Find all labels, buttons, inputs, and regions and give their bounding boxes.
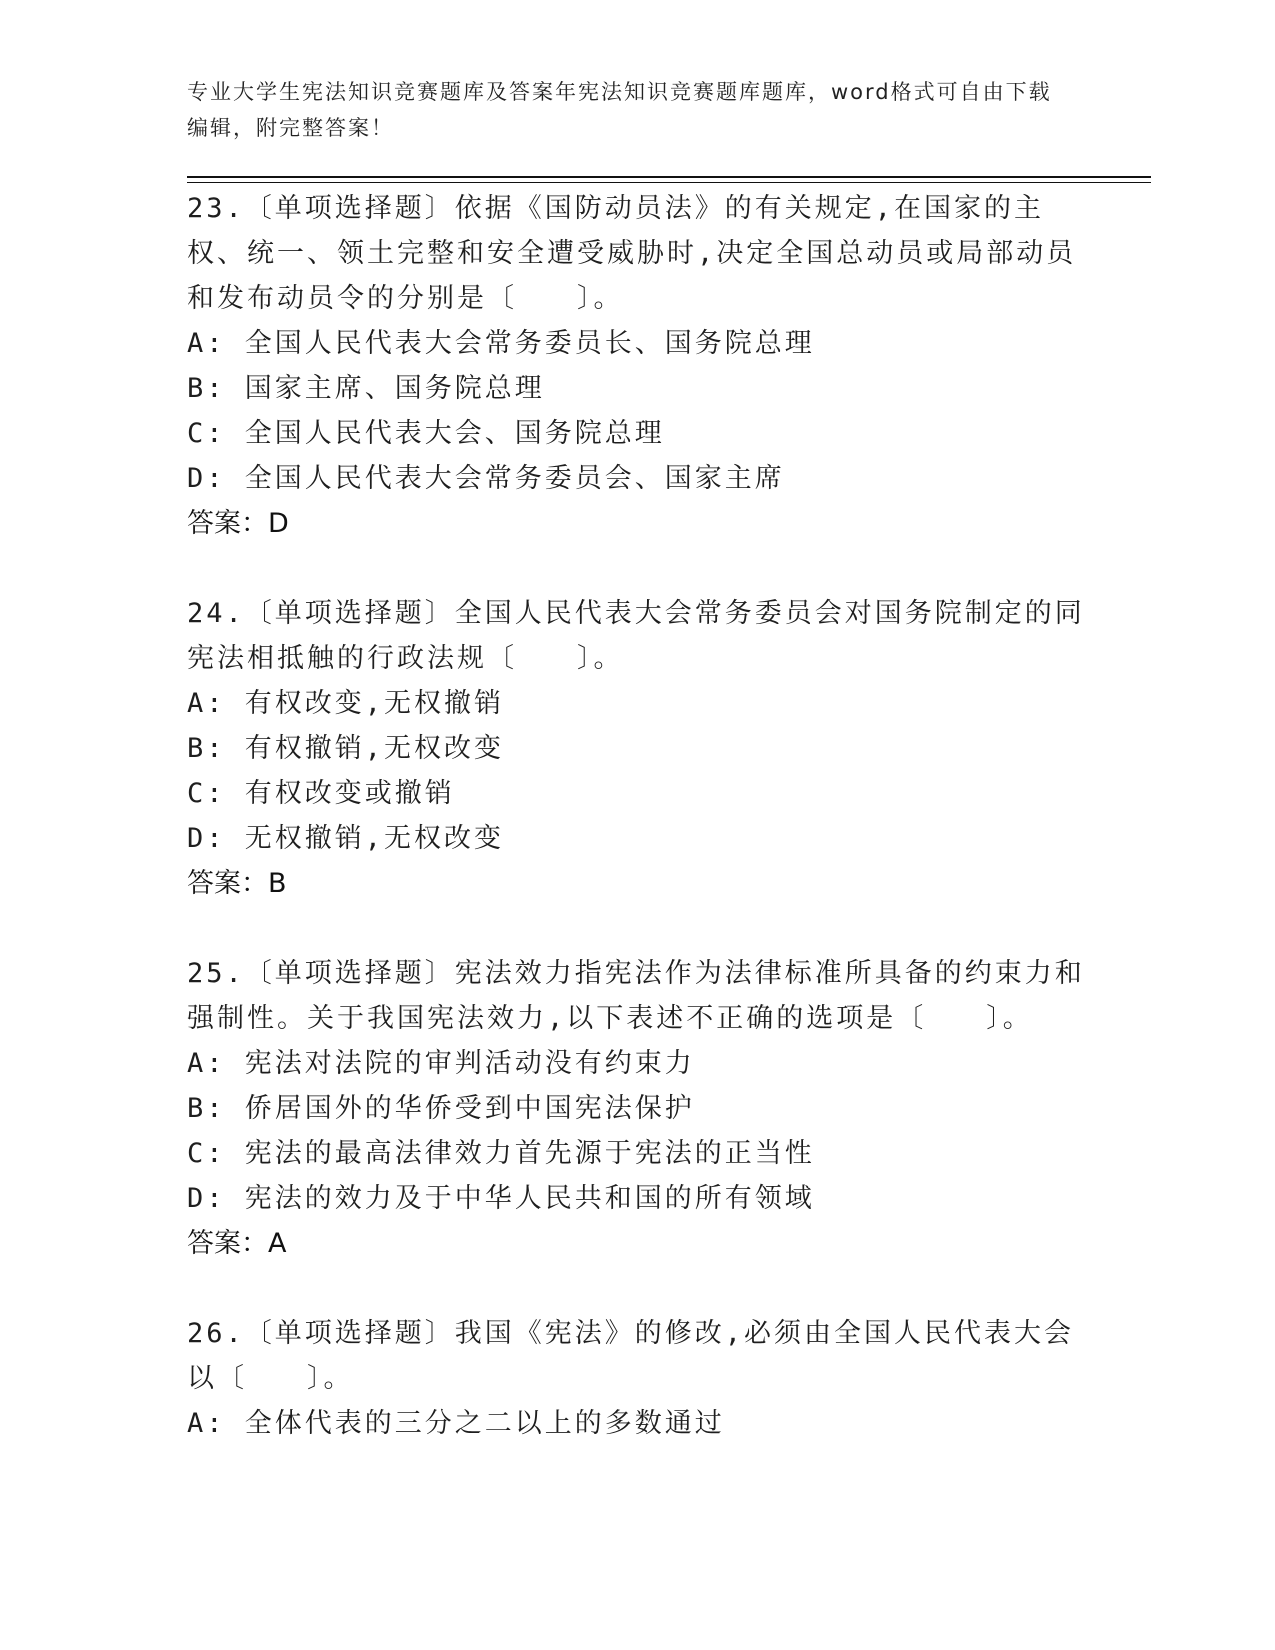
question-24	[187, 591, 1087, 906]
option-a: A: 全体代表的三分之二以上的多数通过	[187, 1408, 725, 1439]
option-b: B: 有权撤销,无权改变	[187, 733, 505, 764]
answer: 答案：A	[187, 1228, 287, 1259]
question-list	[187, 186, 1087, 1491]
option-a: A: 全国人民代表大会常务委员长、国务院总理	[187, 328, 815, 359]
question-23	[187, 186, 1087, 546]
option-a: A: 宪法对法院的审判活动没有约束力	[187, 1048, 695, 1079]
question-25	[187, 951, 1087, 1266]
option-c: C: 全国人民代表大会、国务院总理	[187, 418, 665, 449]
option-b: B: 侨居国外的华侨受到中国宪法保护	[187, 1093, 695, 1124]
answer: 答案：D	[187, 508, 289, 539]
header-rule-thick	[187, 176, 1151, 178]
question-stem: 25.〔单项选择题〕宪法效力指宪法作为法律标准所具备的约束力和强制性。关于我国宪法效力,以下表述不正确的选项是〔 〕。	[187, 958, 1085, 1034]
header-rule-thin	[187, 182, 1151, 183]
option-d: D: 宪法的效力及于中华人民共和国的所有领域	[187, 1183, 815, 1214]
document-header: 专业大学生宪法知识竞赛题库及答案年宪法知识竞赛题库题库，word格式可自由下载编辑，附完整答案！	[187, 80, 1052, 140]
option-d: D: 无权撤销,无权改变	[187, 823, 505, 854]
question-stem: 24.〔单项选择题〕全国人民代表大会常务委员会对国务院制定的同宪法相抵触的行政法规〔 〕。	[187, 598, 1085, 674]
answer: 答案：B	[187, 868, 287, 899]
option-d: D: 全国人民代表大会常务委员会、国家主席	[187, 463, 785, 494]
option-b: B: 国家主席、国务院总理	[187, 373, 545, 404]
option-c: C: 有权改变或撤销	[187, 778, 455, 809]
question-stem: 23.〔单项选择题〕依据《国防动员法》的有关规定,在国家的主权、统一、领土完整和安全遭受威胁时,决定全国总动员或局部动员和发布动员令的分别是〔 〕。	[187, 193, 1077, 314]
question-stem: 26.〔单项选择题〕我国《宪法》的修改,必须由全国人民代表大会以〔 〕。	[187, 1318, 1075, 1394]
option-a: A: 有权改变,无权撤销	[187, 688, 505, 719]
question-26	[187, 1311, 1087, 1446]
option-c: C: 宪法的最高法律效力首先源于宪法的正当性	[187, 1138, 815, 1169]
